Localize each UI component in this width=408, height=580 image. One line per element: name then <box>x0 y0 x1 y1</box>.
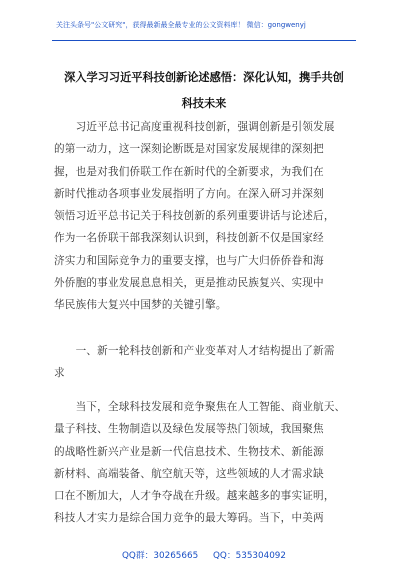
text-line: 习近平总书记高度重视科技创新，强调创新是引领发展 <box>54 121 335 133</box>
text-line: 华民族伟大复兴中国梦的关键引擎。 <box>54 299 227 312</box>
text-line: 作为一名侨联干部我深刻认识到，科技创新不仅是国家经 <box>54 232 324 245</box>
text-line: 外侨胞的事业发展息息相关，更是推动民族复兴、实现中 <box>54 277 324 290</box>
text-line: 的战略性新兴产业是新一代信息技术、生物技术、新能源 <box>54 445 324 458</box>
footer-qq-group: QQ群：30265665 <box>121 551 199 561</box>
text-line: 科技人才实力是综合国力竞争的最大筹码。当下，中美两 <box>54 512 324 525</box>
document-title <box>54 64 354 116</box>
text-line: 领悟习近平总书记关于科技创新的系列重要讲话与论述后， <box>54 210 335 223</box>
text-line: 求 <box>54 367 65 380</box>
title-line-1: 深入学习习近平科技创新论述感悟：深化认知，携手共创 <box>64 70 344 84</box>
text-line: 量子科技、生物制造以及绿色发展等热门领域，我国聚焦 <box>54 423 324 436</box>
paragraph-intro <box>54 116 354 317</box>
text-line: 的第一动力，这一深刻论断既是对国家发展规律的深刻把 <box>54 143 324 156</box>
paragraph-section-1 <box>54 396 354 530</box>
text-line: 一、新一轮科技创新和产业变革对人才结构提出了新需 <box>54 345 335 357</box>
header-divider <box>52 40 356 41</box>
text-line: 济实力和国际竞争力的重要支撑，也与广大归侨侨眷和海 <box>54 254 324 267</box>
text-line: 口在不断加大，人才争夺战在升级。越来越多的事实证明， <box>54 490 335 503</box>
footer-qq: QQ：535304092 <box>212 551 287 561</box>
text-line: 新时代推动各项事业发展指明了方向。在深入研习并深刻 <box>54 187 324 200</box>
title-line-2: 科技未来 <box>181 96 227 110</box>
text-line: 握，也是对我们侨联工作在新时代的全新要求，为我们在 <box>54 165 324 178</box>
text-line: 当下，全球科技发展和竞争聚焦在人工智能、商业航天、 <box>54 401 346 413</box>
section-heading-1 <box>54 340 354 385</box>
text-line: 新材料、高端装备、航空航天等，这些领域的人才需求缺 <box>54 467 324 480</box>
footer-contact <box>0 548 408 561</box>
header-banner: 关注头条号"公文研究"，获得最新最全最专业的公文资料库！ 微信：gongwenyj <box>56 21 306 29</box>
